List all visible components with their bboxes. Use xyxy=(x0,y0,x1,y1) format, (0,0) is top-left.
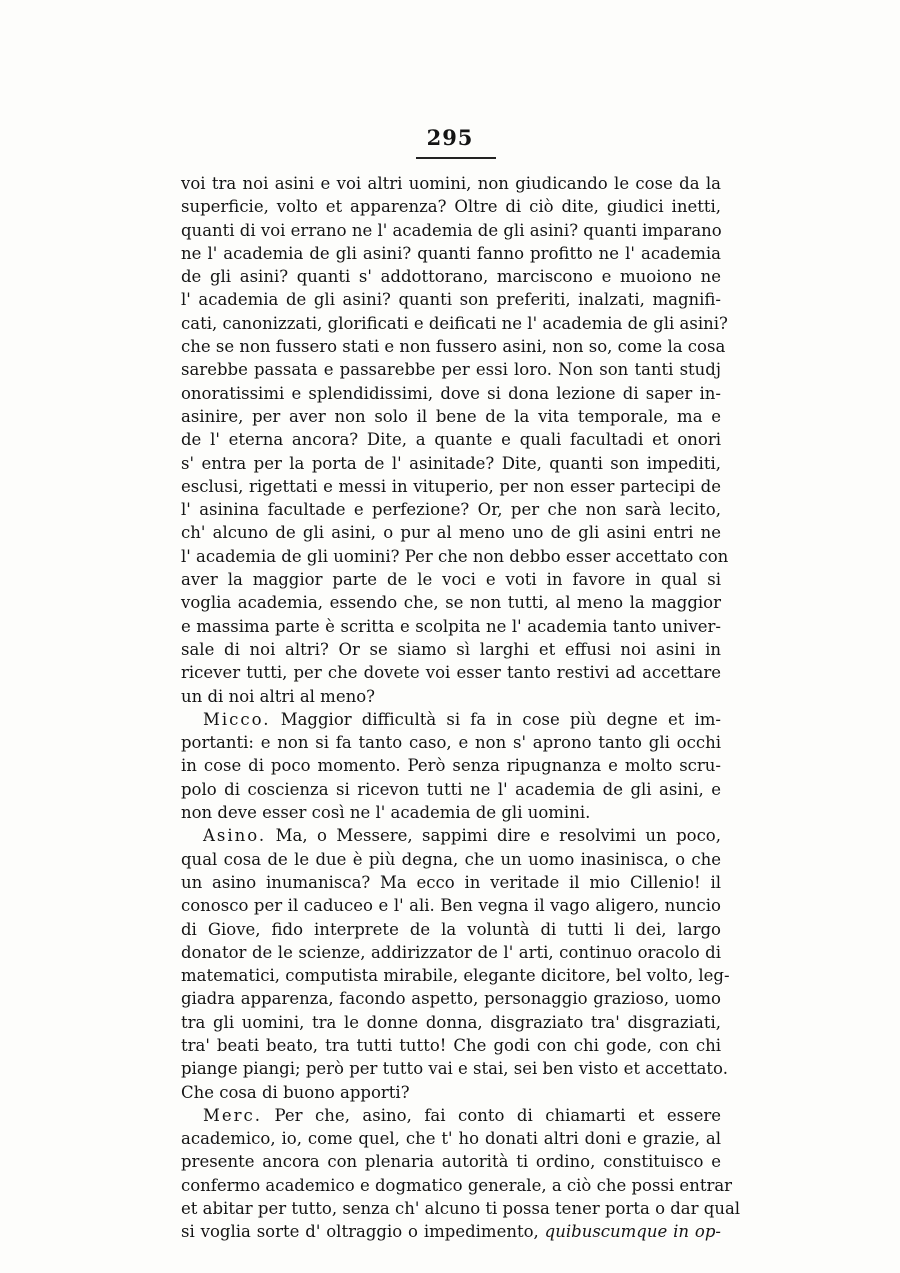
text-line: de l' eterna ancora? Dite, a quante e quali facultadi et onori xyxy=(181,430,721,450)
text-line: qual cosa de le due è più degna, che un uomo inasinisca, o che xyxy=(181,849,721,869)
text-line: giadra apparenza, facondo aspetto, personaggio grazioso, uomo xyxy=(181,989,721,1009)
italic-latin-phrase: quibuscumque in op- xyxy=(544,1222,721,1242)
text-line: confermo academico e dogmatico generale, a ciò che possi entrar xyxy=(181,1175,733,1195)
body-text xyxy=(181,172,741,1244)
last-text-line xyxy=(181,1220,721,1243)
text-line: polo di coscienza si ricevon tutti ne l' academia de gli asini, e xyxy=(181,779,721,799)
text-line: de gli asini? quanti s' addottorano, marciscono e muoiono ne xyxy=(181,267,721,287)
speech-text: Ma, o Messere, sappimi dire e resolvimi un poco, xyxy=(275,826,721,846)
text-line: esclusi, rigettati e messi in vituperio, per non esser partecipi de xyxy=(181,476,721,496)
text-line: superficie, volto et apparenza? Oltre di ciò dite, giudici inetti, xyxy=(181,197,721,217)
text-line: et abitar per tutto, senza ch' alcuno ti possa tener porta o dar qual xyxy=(181,1199,741,1219)
text-line: che se non fussero stati e non fussero asini, non so, come la cosa xyxy=(181,337,726,357)
text-line: tra' beati beato, tra tutti tutto! Che godi con chi gode, con chi xyxy=(181,1035,721,1055)
speaker-name-merc: Merc. xyxy=(203,1105,263,1125)
text-line: e massima parte è scritta e scolpita ne l' academia tanto univer- xyxy=(181,616,721,636)
page-number: 295 xyxy=(426,125,474,150)
text-line: aver la maggior parte de le voci e voti in favore in qual si xyxy=(181,570,721,590)
text-line: cati, canonizzati, glorificati e deificati ne l' academia de gli asini? xyxy=(181,313,728,333)
text-line: s' entra per la porta de l' asinitade? Dite, quanti son impediti, xyxy=(181,453,721,473)
text-line: piange piangi; però per tutto vai e stai, sei ben visto et accettato. xyxy=(181,1059,728,1079)
text-line: tra gli uomini, tra le donne donna, disgraziato tra' disgraziati, xyxy=(181,1012,721,1032)
text-segment: si voglia sorte d' oltraggio o impedimento, xyxy=(181,1222,539,1242)
text-line: asinire, per aver non solo il bene de la vita temporale, ma e xyxy=(181,406,721,426)
text-line: ne l' academia de gli asini? quanti fanno profitto ne l' academia xyxy=(181,243,721,263)
text-line: voglia academia, essendo che, se non tutti, al meno la maggior xyxy=(181,593,721,613)
speech-text: Per che, asino, fai conto di chiamarti et essere xyxy=(274,1105,721,1125)
text-line: l' academia de gli asini? quanti son preferiti, inalzati, magnifi- xyxy=(181,290,721,310)
text-line: l' academia de gli uomini? Per che non debbo esser accettato con xyxy=(181,546,729,566)
text-line: conosco per il caduceo e l' ali. Ben vegna il vago aligero, nuncio xyxy=(181,896,721,916)
text-line: sarebbe passata e passarebbe per essi loro. Non son tanti studj xyxy=(181,360,721,380)
text-line: l' asinina facultade e perfezione? Or, per che non sarà lecito, xyxy=(181,500,721,520)
speaker-name-asino: Asino. xyxy=(203,826,267,846)
text-line: donator de le scienze, addirizzator de l' arti, continuo oracolo di xyxy=(181,942,721,962)
text-line: ricever tutti, per che dovete voi esser tanto restivi ad accettare xyxy=(181,663,721,683)
text-line: voi tra noi asini e voi altri uomini, non giudicando le cose da la xyxy=(181,174,721,193)
text-line: presente ancora con plenaria autorità ti ordino, constituisco e xyxy=(181,1152,721,1172)
text-line: in cose di poco momento. Però senza ripugnanza e molto scru- xyxy=(181,756,721,776)
text-line: matematici, computista mirabile, elegante dicitore, bel volto, leg- xyxy=(181,966,730,986)
speaker-name-micco: Micco. xyxy=(203,709,271,729)
speech-line-merc xyxy=(181,1104,721,1127)
text-line: ch' alcuno de gli asini, o pur al meno uno de gli asini entri ne xyxy=(181,523,721,543)
speech-line-asino xyxy=(181,824,721,847)
text-line: sale di noi altri? Or se siamo sì larghi et effusi noi asini in xyxy=(181,639,721,659)
text-line: di Giove, fido interprete de la voluntà di tutti li dei, largo xyxy=(181,919,721,939)
text-line: non deve esser così ne l' academia de gli uomini. xyxy=(181,803,591,823)
speech-line-micco xyxy=(181,708,721,731)
text-line: onoratissimi e splendidissimi, dove si dona lezione di saper in- xyxy=(181,383,721,403)
text-line: portanti: e non si fa tanto caso, e non s' aprono tanto gli occhi xyxy=(181,733,721,753)
text-line: un asino inumanisca? Ma ecco in veritade il mio Cillenio! il xyxy=(181,872,721,892)
text-line: Che cosa di buono apporti? xyxy=(181,1082,410,1102)
text-line: quanti di voi errano ne l' academia de gli asini? quanti imparano xyxy=(181,220,722,240)
text-line: un di noi altri al meno? xyxy=(181,686,375,706)
text-line: academico, io, come quel, che t' ho donati altri doni e grazie, al xyxy=(181,1129,721,1149)
header-rule xyxy=(416,157,496,159)
speech-text: Maggior difficultà si fa in cose più degne et im- xyxy=(280,709,721,729)
